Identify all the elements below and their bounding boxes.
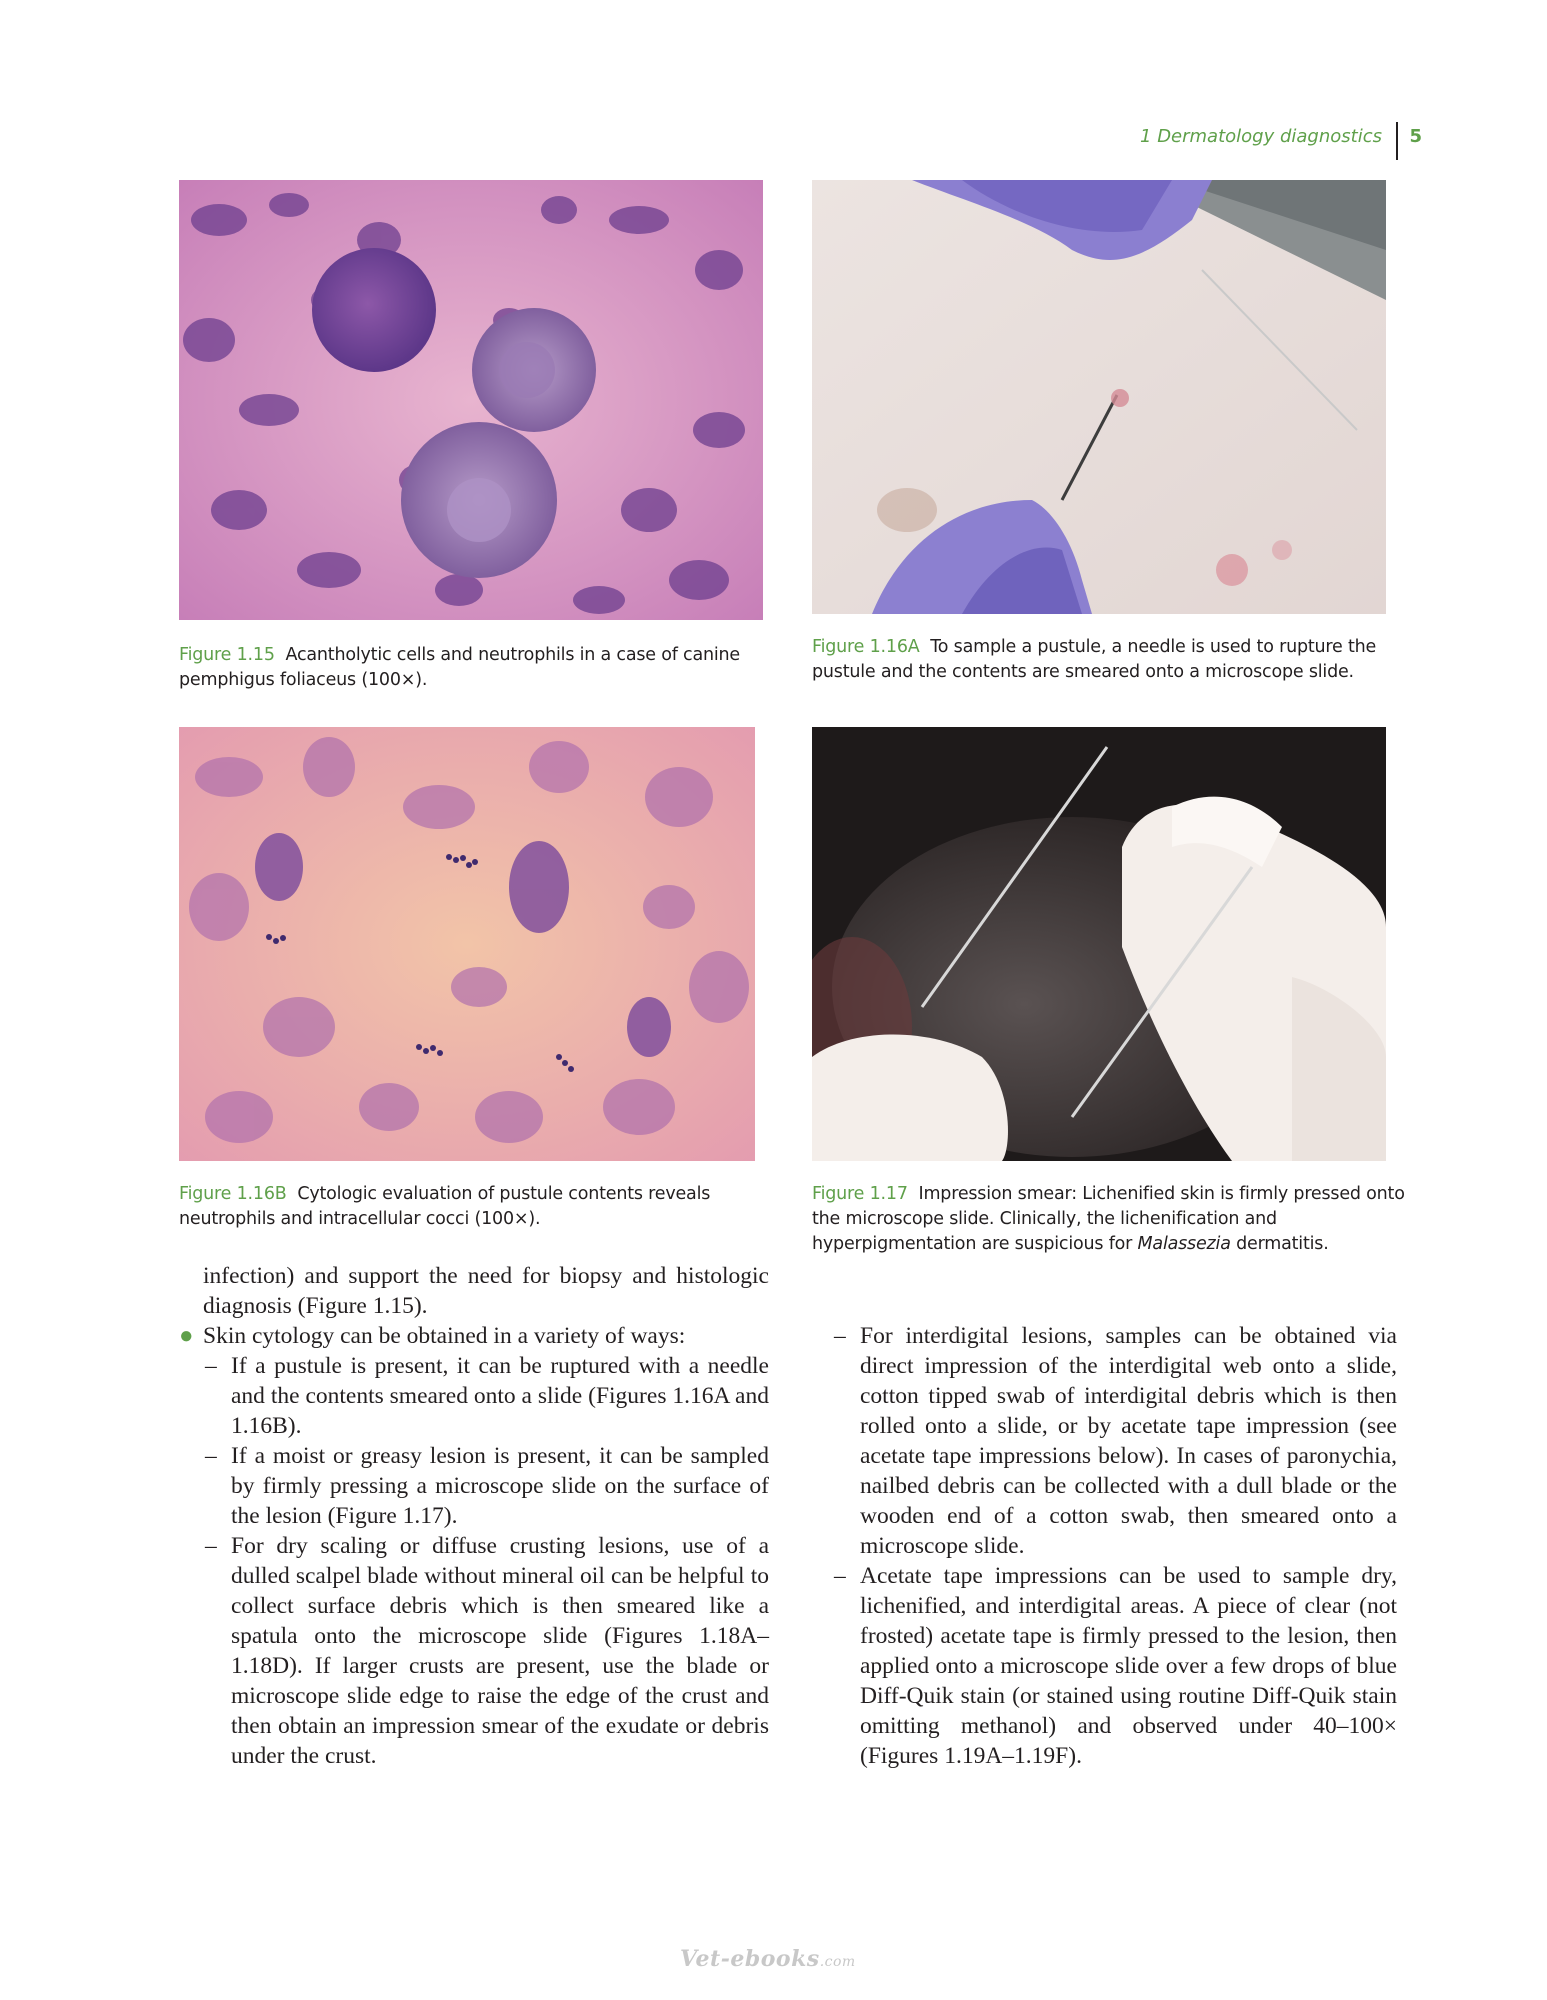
dash-item: – If a pustule is present, it can be ruptured with a needle and the contents smeared onto a slide (Figures 1.16A and 1.16B).: [205, 1353, 769, 1439]
dash-item: – Acetate tape impressions can be used to sample dry, lichenified, and interdigital areas. A piece of clear (not frosted) acetate tape is firmly pressed to the lesion, then applied onto a microscope slide over a few drops of blue Diff-Quik stain (or stained using routine Diff-Quik stain omitting methanol) and observed under 40–100× (Figures 1.19A–1.19F).: [834, 1563, 1397, 1769]
figure-label: Figure 1.16A: [812, 637, 920, 657]
figure-1-15-image: [179, 180, 763, 620]
figure-1-17-image: [812, 727, 1386, 1161]
figure-label: Figure 1.17: [812, 1184, 908, 1204]
watermark-text: Vet-ebooks: [680, 1946, 820, 1972]
body-column-left: [179, 1261, 769, 1771]
page-number: 5: [1409, 126, 1422, 147]
caption-text: To sample a pustule, a needle is used to rupture the pustule and the contents are smeared onto a microscope slide.: [812, 637, 1377, 682]
figure-1-16b-caption: [179, 1182, 779, 1232]
dash-item: – For dry scaling or diffuse crusting lesions, use of a dulled scalpel blade without mineral oil can be helpful to collect surface debris which is then smeared like a spatula onto the microscope slide (Figures 1.18A–1.18D). If larger crusts are present, use the blade or microscope slide edge to raise the edge of the crust and then obtain an impression smear of the exudate or debris under the crust.: [205, 1533, 769, 1769]
bullet-marker: ●: [179, 1323, 194, 1349]
dash-item: – If a moist or greasy lesion is present, it can be sampled by firmly pressing a microscope slide on the surface of the lesion (Figure 1.17).: [205, 1443, 769, 1529]
dash-marker: –: [205, 1353, 217, 1379]
watermark: [680, 1946, 880, 1976]
caption-text-end: dermatitis.: [1236, 1234, 1329, 1254]
running-header: [1100, 122, 1422, 152]
dash-marker: –: [834, 1563, 846, 1589]
figure-1-16a-caption: [812, 635, 1412, 685]
dash-marker: –: [834, 1323, 846, 1349]
figure-1-16b-image: [179, 727, 755, 1161]
caption-italic-term: Malassezia: [1137, 1234, 1231, 1254]
caption-text: Acantholytic cells and neutrophils in a case of canine pemphigus foliaceus (100×).: [179, 645, 740, 690]
figure-1-17-caption: [812, 1182, 1412, 1257]
figure-label: Figure 1.15: [179, 645, 275, 665]
figure-label: Figure 1.16B: [179, 1184, 287, 1204]
bullet-item: ● Skin cytology can be obtained in a variety of ways:: [179, 1323, 686, 1349]
dash-marker: –: [205, 1533, 217, 1559]
caption-text: Cytologic evaluation of pustule contents reveals neutrophils and intracellular cocci (100×).: [179, 1184, 711, 1229]
figure-1-16a-image: [812, 180, 1386, 614]
watermark-suffix: .com: [819, 1954, 856, 1970]
caption-text: Impression smear: Lichenified skin is firmly pressed onto the microscope slide. Clinically, the lichenification and hyperpigmentation are suspicious for: [812, 1184, 1405, 1254]
body-column-right: [812, 1321, 1397, 1771]
figure-1-15-caption: [179, 643, 779, 693]
header-divider: [1396, 122, 1398, 160]
dash-marker: –: [205, 1443, 217, 1469]
dash-item: – For interdigital lesions, samples can be obtained via direct impression of the interdigital web onto a slide, cotton tipped swab of interdigital debris which is then rolled onto a slide, or by acetate tape impression (see acetate tape impressions below). In cases of paronychia, nailbed debris can be collected with a dull blade or the wooden end of a cotton swab, then smeared onto a microscope slide.: [834, 1323, 1397, 1559]
continuation-paragraph: infection) and support the need for biopsy and histologic diagnosis (Figure 1.15).: [203, 1263, 769, 1319]
chapter-title: 1 Dermatology diagnostics: [1140, 126, 1382, 147]
